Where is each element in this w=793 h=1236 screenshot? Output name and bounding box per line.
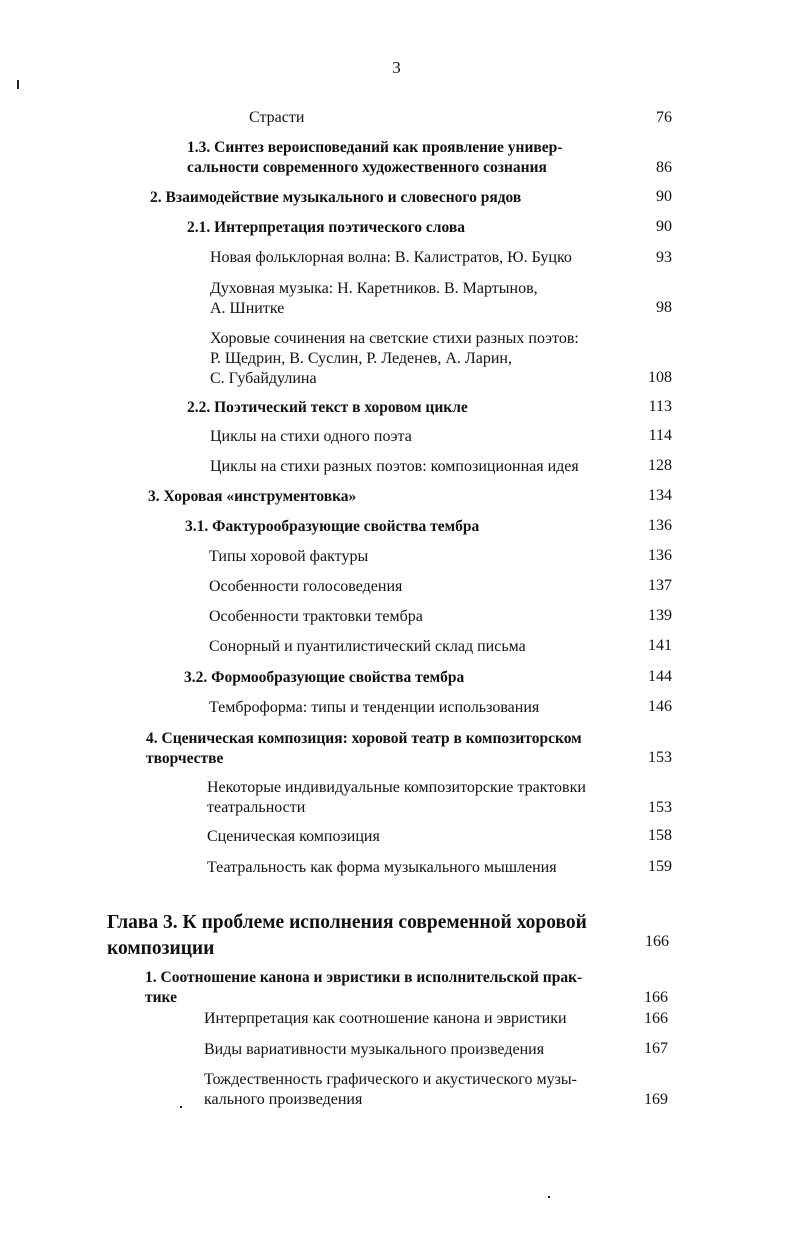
toc-entry-line: Темброформа: типы и тенденции использования — [209, 699, 540, 716]
toc-page-number: 139 — [648, 607, 672, 624]
toc-entry-line: Р. Щедрин, В. Суслин, Р. Леденев, А. Ларин, — [210, 350, 512, 367]
toc-entry-texture-types — [209, 547, 368, 567]
toc-page-number: 113 — [648, 398, 672, 415]
toc-entry-line: Глава 3. К проблеме исполнения современной хоровой — [107, 912, 587, 933]
toc-entry-line: Хоровые сочинения на светские стихи разных поэтов: — [210, 330, 579, 347]
toc-entry-stage-composition — [207, 827, 380, 847]
toc-page-number: 108 — [648, 369, 672, 386]
toc-entry-line: Сценическая композиция — [207, 828, 380, 845]
toc-entry-line: Страсти — [249, 109, 305, 126]
toc-entry-folk-wave — [210, 248, 572, 268]
toc-page-number: 146 — [648, 698, 672, 715]
toc-entry-timbre-treatment — [209, 607, 423, 627]
toc-entry-line: тике — [145, 989, 177, 1006]
toc-entry-line: Типы хоровой фактуры — [209, 548, 369, 565]
toc-entry-line: Сонорный и пуантилистический склад письма — [209, 638, 526, 655]
toc-entry-line: А. Шнитке — [210, 300, 285, 317]
toc-entry-line: Новая фольклорная волна: В. Калистратов, Ю. Буцко — [210, 249, 572, 266]
toc-entry-line: 4. Сценическая композиция: хоровой театр в композиторском — [146, 730, 582, 747]
toc-page-number: 137 — [648, 577, 672, 594]
toc-entry-strasti — [249, 108, 304, 128]
toc-page-number: 134 — [648, 487, 672, 504]
toc-page-number: 158 — [648, 827, 672, 844]
toc-entry-line: Особенности трактовки тембра — [209, 608, 423, 625]
toc-chapter-3-heading — [107, 910, 587, 962]
toc-page-number: 114 — [648, 427, 672, 444]
toc-entry-section-2 — [150, 188, 521, 208]
toc-entry-line: Особенности голосоведения — [209, 578, 403, 595]
page-number: 3 — [392, 58, 401, 77]
toc-entry-line: 3.1. Фактурообразующие свойства тембра — [185, 518, 480, 535]
toc-entry-sacred-music — [210, 279, 538, 319]
toc-entry-timbreform — [209, 698, 539, 718]
toc-entry-section-2-1 — [187, 218, 465, 238]
toc-entry-line: Циклы на стихи одного поэта — [210, 428, 412, 445]
toc-page-number: 144 — [648, 668, 672, 685]
toc-entry-line: творчестве — [146, 750, 224, 767]
toc-page-number: 169 — [644, 1091, 668, 1108]
toc-entry-line: 2. Взаимодействие музыкального и словесного рядов — [150, 189, 522, 206]
toc-entry-line: Тождественность графического и акустического музы- — [204, 1071, 577, 1088]
toc-entry-sonoric-writing — [209, 637, 526, 657]
toc-entry-section-3-1 — [185, 517, 479, 537]
toc-page-number: 98 — [656, 299, 672, 316]
toc-entry-variability — [204, 1040, 544, 1060]
toc-entry-line: 1.3. Синтез вероисповеданий как проявление универ- — [187, 139, 563, 156]
toc-entry-interpretation — [204, 1009, 567, 1029]
toc-page-number: 159 — [648, 858, 672, 875]
toc-page-number: 141 — [648, 637, 672, 654]
toc-page-number: 153 — [648, 799, 672, 816]
toc-entry-line: Виды вариативности музыкального произведения — [204, 1041, 545, 1058]
toc-page-number: 166 — [645, 933, 669, 950]
toc-entry-section-2-2 — [187, 398, 468, 418]
toc-entry-one-poet-cycles — [210, 427, 412, 447]
toc-entry-chapter-3-section-1 — [145, 968, 582, 1008]
toc-page-number: 136 — [648, 517, 672, 534]
toc-page-number: 167 — [644, 1040, 668, 1057]
toc-page-number: 166 — [644, 989, 668, 1006]
toc-page-number: 90 — [656, 218, 672, 235]
toc-page-number: 90 — [656, 188, 672, 205]
toc-entry-line: 2.2. Поэтический текст в хоровом цикле — [187, 399, 468, 416]
toc-entry-section-3 — [148, 487, 356, 507]
toc-page-number: 76 — [656, 109, 672, 126]
toc-entry-line: 2.1. Интерпретация поэтического слова — [187, 219, 465, 236]
toc-entry-line: С. Губайдулина — [210, 370, 317, 387]
toc-page-number: 93 — [656, 249, 672, 266]
toc-entry-line: Духовная музыка: Н. Каретников. В. Мартынов, — [210, 280, 538, 297]
toc-page-number: 86 — [656, 159, 672, 176]
scan-speck — [548, 1196, 550, 1198]
toc-entry-line: театральности — [207, 799, 306, 816]
toc-entry-line: 3. Хоровая «инструментовка» — [148, 488, 357, 505]
toc-entry-line: Некоторые индивидуальные композиторские трактовки — [207, 779, 586, 796]
toc-entry-line: Циклы на стихи разных поэтов: композиционная идея — [210, 458, 579, 475]
toc-entry-section-3-2 — [184, 668, 464, 688]
scan-mark — [17, 80, 19, 89]
toc-entry-section-1-3 — [187, 138, 562, 178]
toc-entry-many-poets-cycles — [210, 457, 579, 477]
toc-entry-line: сальности современного художественного сознания — [187, 159, 547, 176]
toc-entry-secular-choral — [210, 329, 579, 389]
toc-entry-line: кального произведения — [204, 1091, 363, 1108]
toc-entry-theatricality-treatments — [207, 778, 586, 818]
toc-entry-line: 3.2. Формообразующие свойства тембра — [184, 669, 465, 686]
scan-speck — [180, 1106, 182, 1108]
toc-entry-line: Театральность как форма музыкального мышления — [207, 859, 557, 876]
toc-entry-section-4 — [146, 729, 582, 769]
toc-page-number: 128 — [648, 457, 672, 474]
toc-entry-graphic-acoustic — [204, 1070, 577, 1110]
toc-entry-line: Интерпретация как соотношение канона и эвристики — [204, 1010, 567, 1027]
toc-page-number: 136 — [648, 547, 672, 564]
toc-page-number: 153 — [648, 749, 672, 766]
toc-entry-voice-leading — [209, 577, 402, 597]
toc-page-number: 166 — [644, 1010, 668, 1027]
toc-entry-theatricality-thinking — [207, 858, 557, 878]
toc-entry-line: 1. Соотношение канона и эвристики в исполнительской прак- — [145, 969, 583, 986]
toc-entry-line: композиции — [107, 938, 215, 959]
